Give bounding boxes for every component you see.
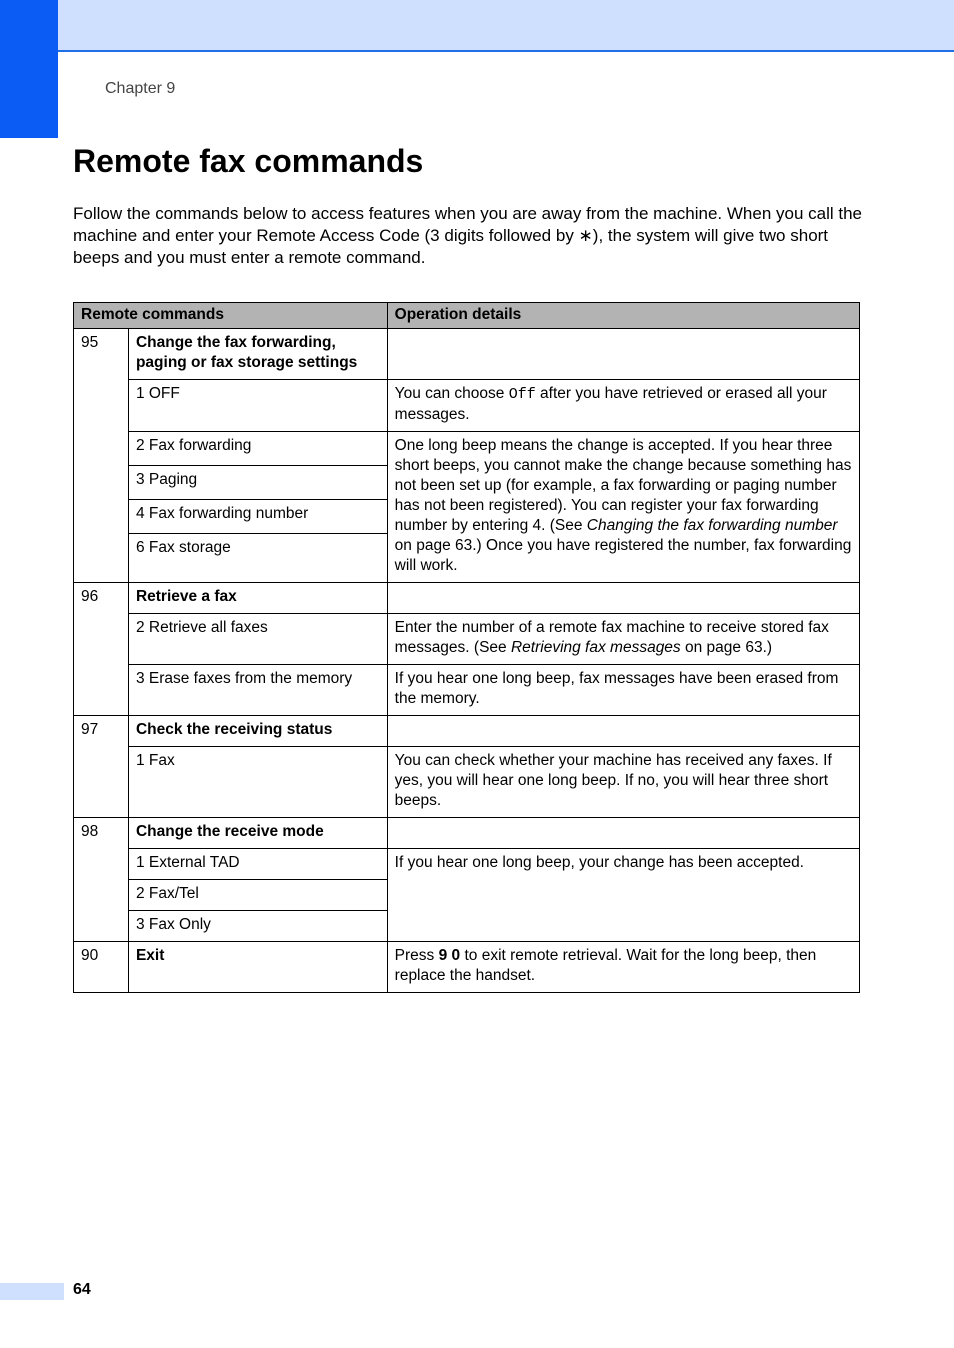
detail-code: Off [508, 386, 536, 403]
command-title: Change the fax forwarding, paging or fax storage settings [128, 329, 387, 380]
intro-text-2: ), the system will give two short beeps and you must enter a remote command. [73, 226, 829, 267]
command-option: 1 Fax [128, 747, 387, 818]
intro-text-1: Follow the commands below to access features when you are away from the machine. When you call the machine and enter your Remote Access Code (3 digits followed by [73, 204, 862, 245]
table-row [74, 380, 860, 432]
command-code: 98 [74, 818, 129, 942]
header-remote-commands: Remote commands [74, 303, 388, 329]
command-title: Exit [128, 942, 387, 993]
table-row [74, 583, 860, 614]
table-row [74, 614, 860, 665]
table-header-row [74, 303, 860, 329]
empty-cell [387, 329, 859, 380]
detail-text: Press [394, 947, 439, 964]
remote-commands-table [73, 302, 860, 993]
empty-cell [387, 583, 859, 614]
table-row [74, 665, 860, 716]
command-detail: You can check whether your machine has received any faxes. If yes, you will hear one long beep. If no, you will hear three short beeps. [387, 747, 859, 818]
header-operation-details: Operation details [387, 303, 859, 329]
command-detail [387, 942, 859, 993]
command-code: 96 [74, 583, 129, 716]
command-detail [387, 432, 859, 583]
star-symbol: ∗ [578, 226, 593, 245]
command-option: 1 External TAD [128, 849, 387, 880]
detail-keys: 9 0 [438, 947, 461, 964]
command-option: 2 Fax forwarding [128, 432, 387, 466]
command-detail [387, 614, 859, 665]
detail-text: after you have retrieved or erased all your messages. [394, 385, 827, 423]
command-option: 2 Retrieve all faxes [128, 614, 387, 665]
command-title: Check the receiving status [128, 716, 387, 747]
table-row [74, 329, 860, 380]
command-option: 1 OFF [128, 380, 387, 432]
table-row [74, 432, 860, 466]
footer-band [0, 1283, 64, 1300]
table-row [74, 818, 860, 849]
empty-cell [387, 818, 859, 849]
command-code: 95 [74, 329, 129, 583]
detail-text: on page 63.) [680, 639, 773, 656]
intro-paragraph [73, 203, 863, 269]
detail-reference: Changing the fax forwarding number [586, 517, 838, 534]
detail-reference: Retrieving fax messages [510, 639, 681, 656]
detail-text: You can choose [394, 385, 509, 402]
detail-text: on page 63.) Once you have registered the number, fax forwarding will work. [394, 537, 852, 574]
command-detail: If you hear one long beep, fax messages have been erased from the memory. [387, 665, 859, 716]
command-code: 90 [74, 942, 129, 993]
command-option: 3 Paging [128, 466, 387, 500]
detail-text: to exit remote retrieval. Wait for the long beep, then replace the handset. [394, 947, 817, 984]
detail-text: One long beep means the change is accepted. If you hear three short beeps, you cannot make the change because something has not been set up (for example, a fax forwarding or paging number has not been registered). You can register your fax forwarding number by entering 4. (See [394, 437, 852, 534]
table-row [74, 849, 860, 880]
command-option: 4 Fax forwarding number [128, 500, 387, 534]
command-option: 2 Fax/Tel [128, 880, 387, 911]
command-title: Change the receive mode [128, 818, 387, 849]
table-row [74, 747, 860, 818]
table-row [74, 716, 860, 747]
command-title: Retrieve a fax [128, 583, 387, 614]
chapter-label: Chapter 9 [105, 80, 176, 97]
command-option: 6 Fax storage [128, 534, 387, 583]
command-option: 3 Erase faxes from the memory [128, 665, 387, 716]
command-code: 97 [74, 716, 129, 818]
empty-cell [387, 716, 859, 747]
page-number: 64 [73, 1281, 91, 1298]
page-title: Remote fax commands [73, 143, 424, 179]
header-band [0, 0, 954, 52]
chapter-tab [0, 0, 58, 138]
command-option: 3 Fax Only [128, 911, 387, 942]
detail-text: Enter the number of a remote fax machine to receive stored fax messages. (See [394, 619, 829, 656]
table-row [74, 942, 860, 993]
command-detail: If you hear one long beep, your change has been accepted. [387, 849, 859, 942]
command-detail [387, 380, 859, 432]
